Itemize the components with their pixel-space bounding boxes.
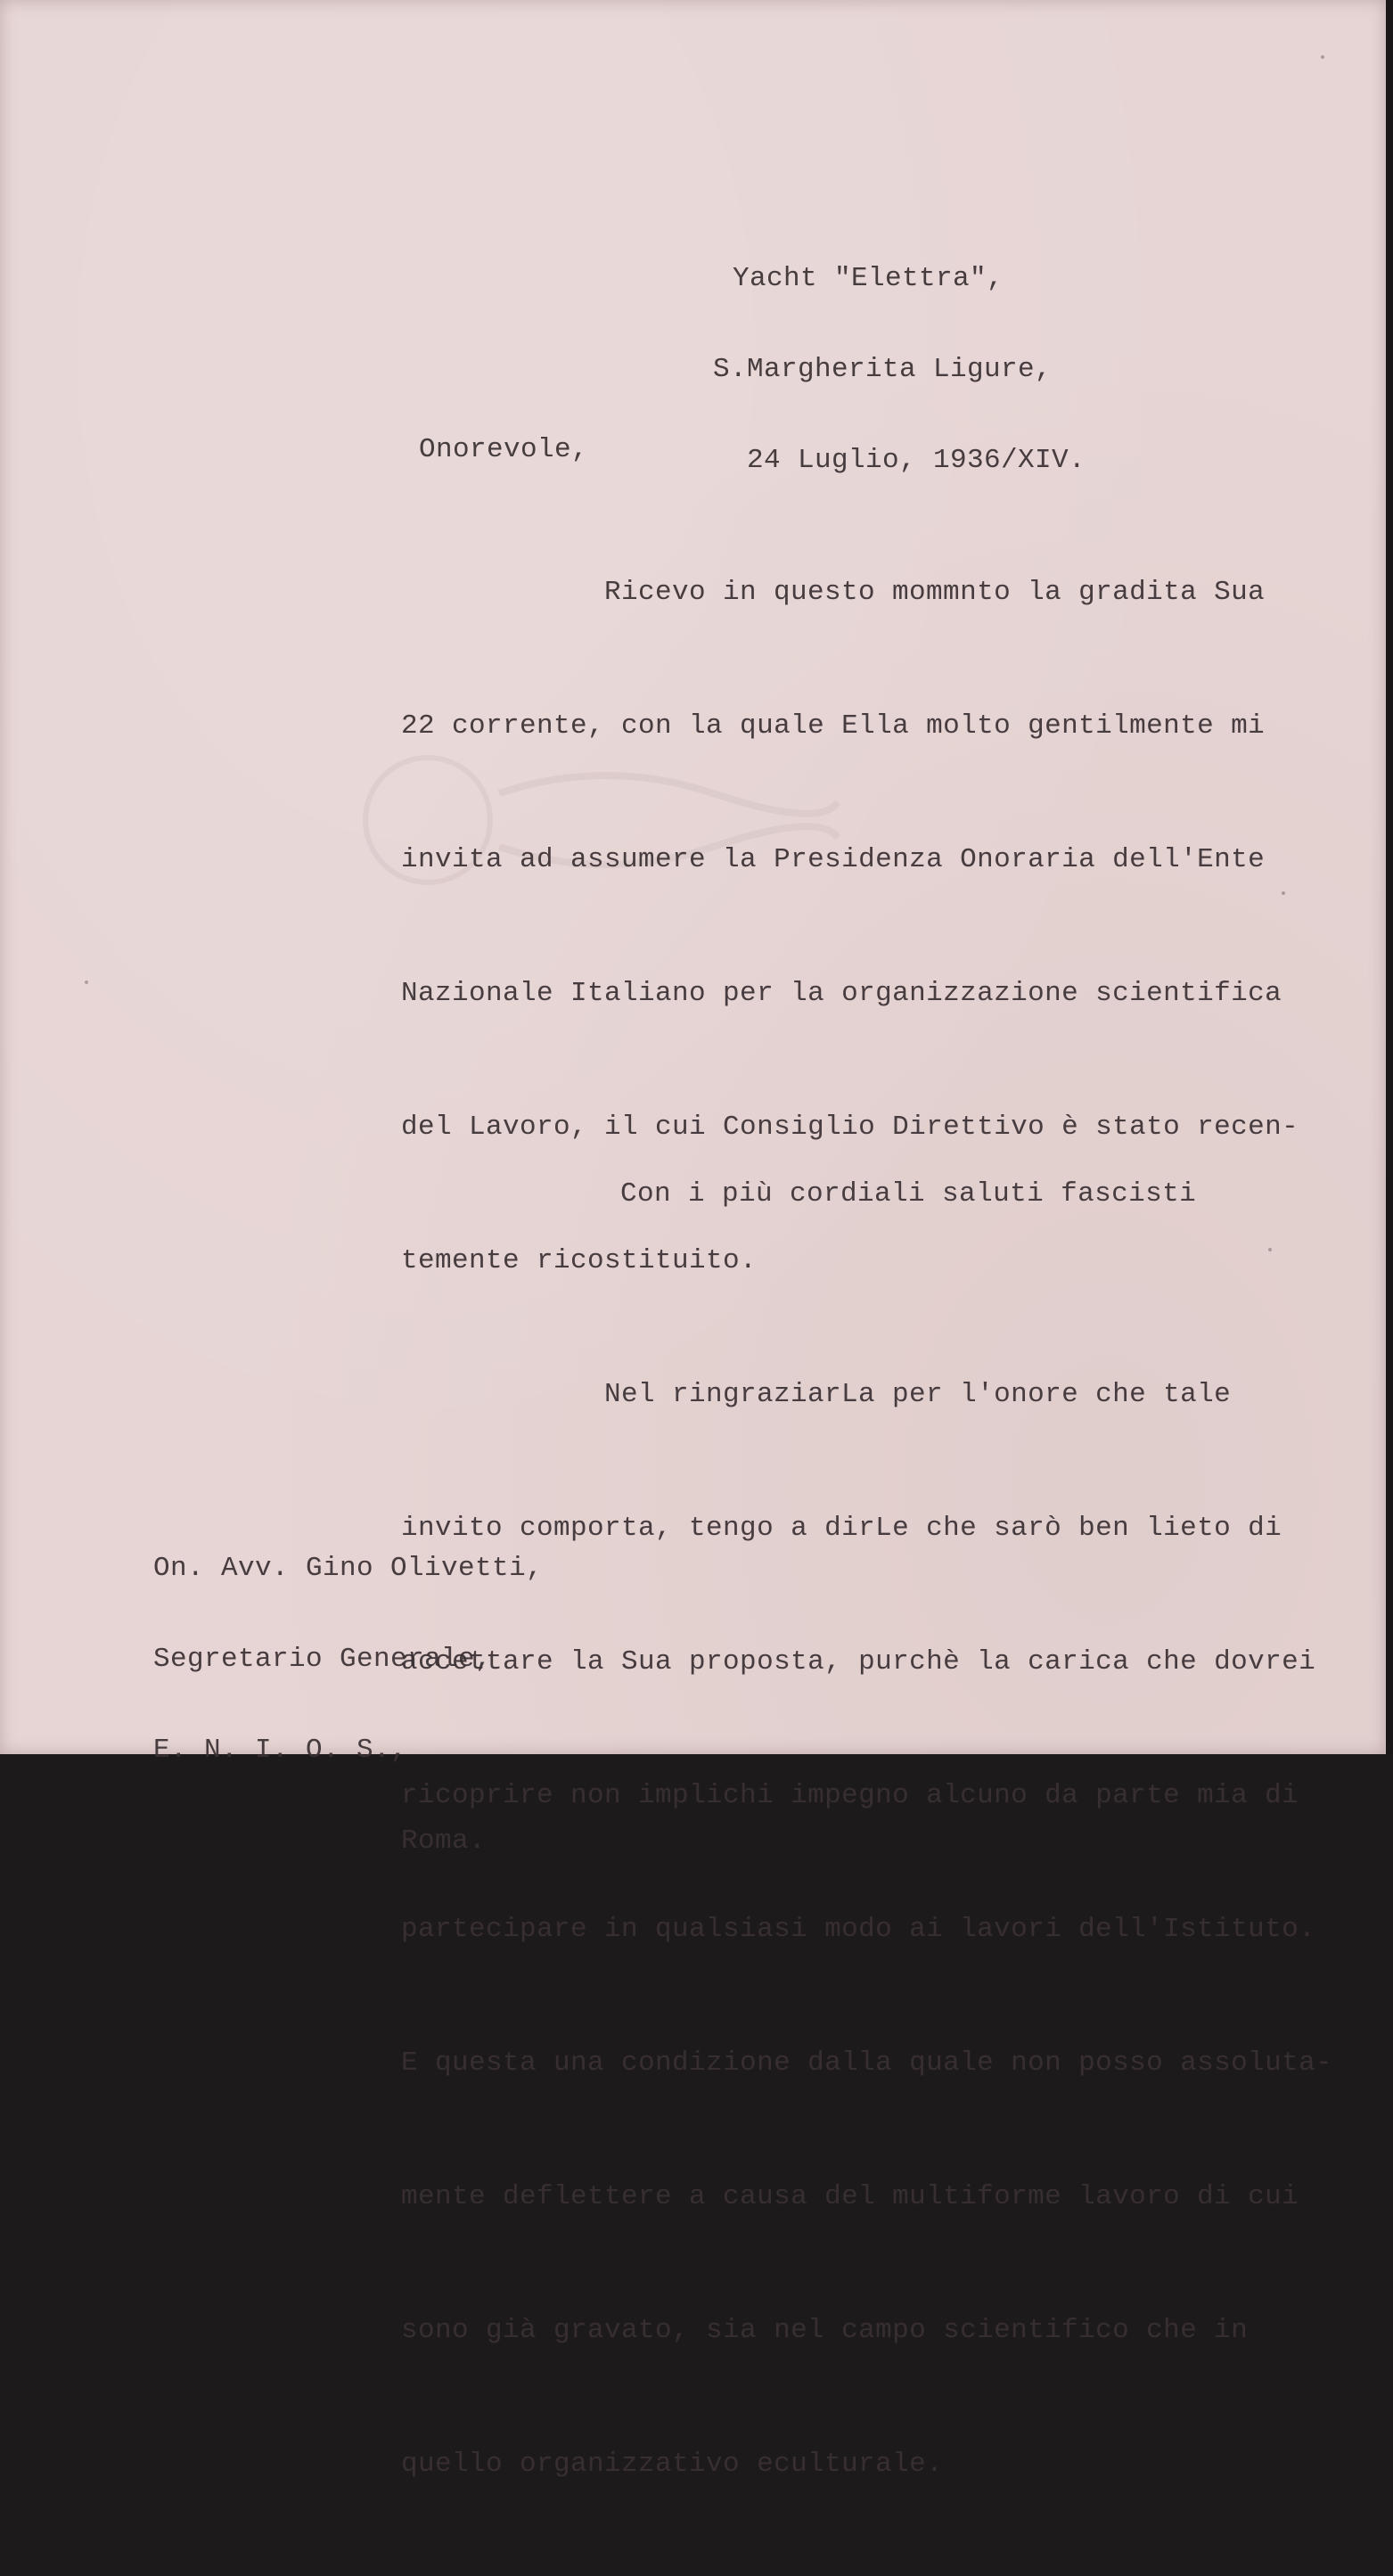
heading-date: 24 Luglio, 1936/XIV. <box>747 445 1086 476</box>
paper-speck <box>1321 55 1324 59</box>
paper-speck <box>85 980 88 984</box>
body-line: 22 corrente, con la quale Ella molto gentilmente mi <box>401 710 1266 742</box>
body-line: ricoprire non implichi impegno alcuno da parte mia di <box>401 1780 1299 1811</box>
scan-edge <box>1386 0 1393 1754</box>
body-line: invita ad assumere la Presidenza Onoraria dell'Ente <box>401 844 1266 875</box>
recipient-organization: E. N. I. O. S., <box>153 1735 408 1766</box>
body-line: sono già gravato, sia nel campo scientifico che in <box>401 2315 1249 2346</box>
body-line: accettare la Sua proposta, purchè la carica che dovrei <box>401 1646 1316 1678</box>
body-line: Ricevo in questo mommnto la gradita Sua <box>604 577 1266 608</box>
body-line: partecipare in qualsiasi modo ai lavori dell'Istituto. <box>401 1914 1316 1945</box>
salutation: Onorevole, <box>419 434 589 465</box>
paper-speck <box>1282 891 1285 895</box>
paper-speck <box>1268 1248 1272 1251</box>
recipient-name: On. Avv. Gino Olivetti, <box>153 1553 544 1584</box>
recipient-city: Roma. <box>401 1825 487 1857</box>
body-line: mente deflettere a causa del multiforme lavoro di cui <box>401 2181 1299 2212</box>
body-line: del Lavoro, il cui Consiglio Direttivo è stato recen- <box>401 1112 1299 1143</box>
recipient-title: Segretario Generale, <box>153 1644 493 1675</box>
heading-town: S.Margherita Ligure, <box>713 354 1053 385</box>
recipient-address <box>153 1493 543 1917</box>
body-line: temente ricostituito. <box>401 1245 758 1276</box>
body-line: Nazionale Italiano per la organizzazione scientifica <box>401 978 1282 1009</box>
body-line: E questa una condizione dalla quale non posso assoluta- <box>401 2047 1333 2079</box>
body-line: invito comporta, tengo a dirLe che sarò ben lieto di <box>401 1513 1282 1544</box>
body-line: quello organizzativo eculturale. <box>401 2449 944 2480</box>
closing-greeting: Con i più cordiali saluti fascisti <box>620 1178 1197 1210</box>
body-line: Nel ringraziarLa per l'onore che tale <box>604 1379 1232 1410</box>
heading-place: Yacht "Elettra", <box>733 263 1004 294</box>
